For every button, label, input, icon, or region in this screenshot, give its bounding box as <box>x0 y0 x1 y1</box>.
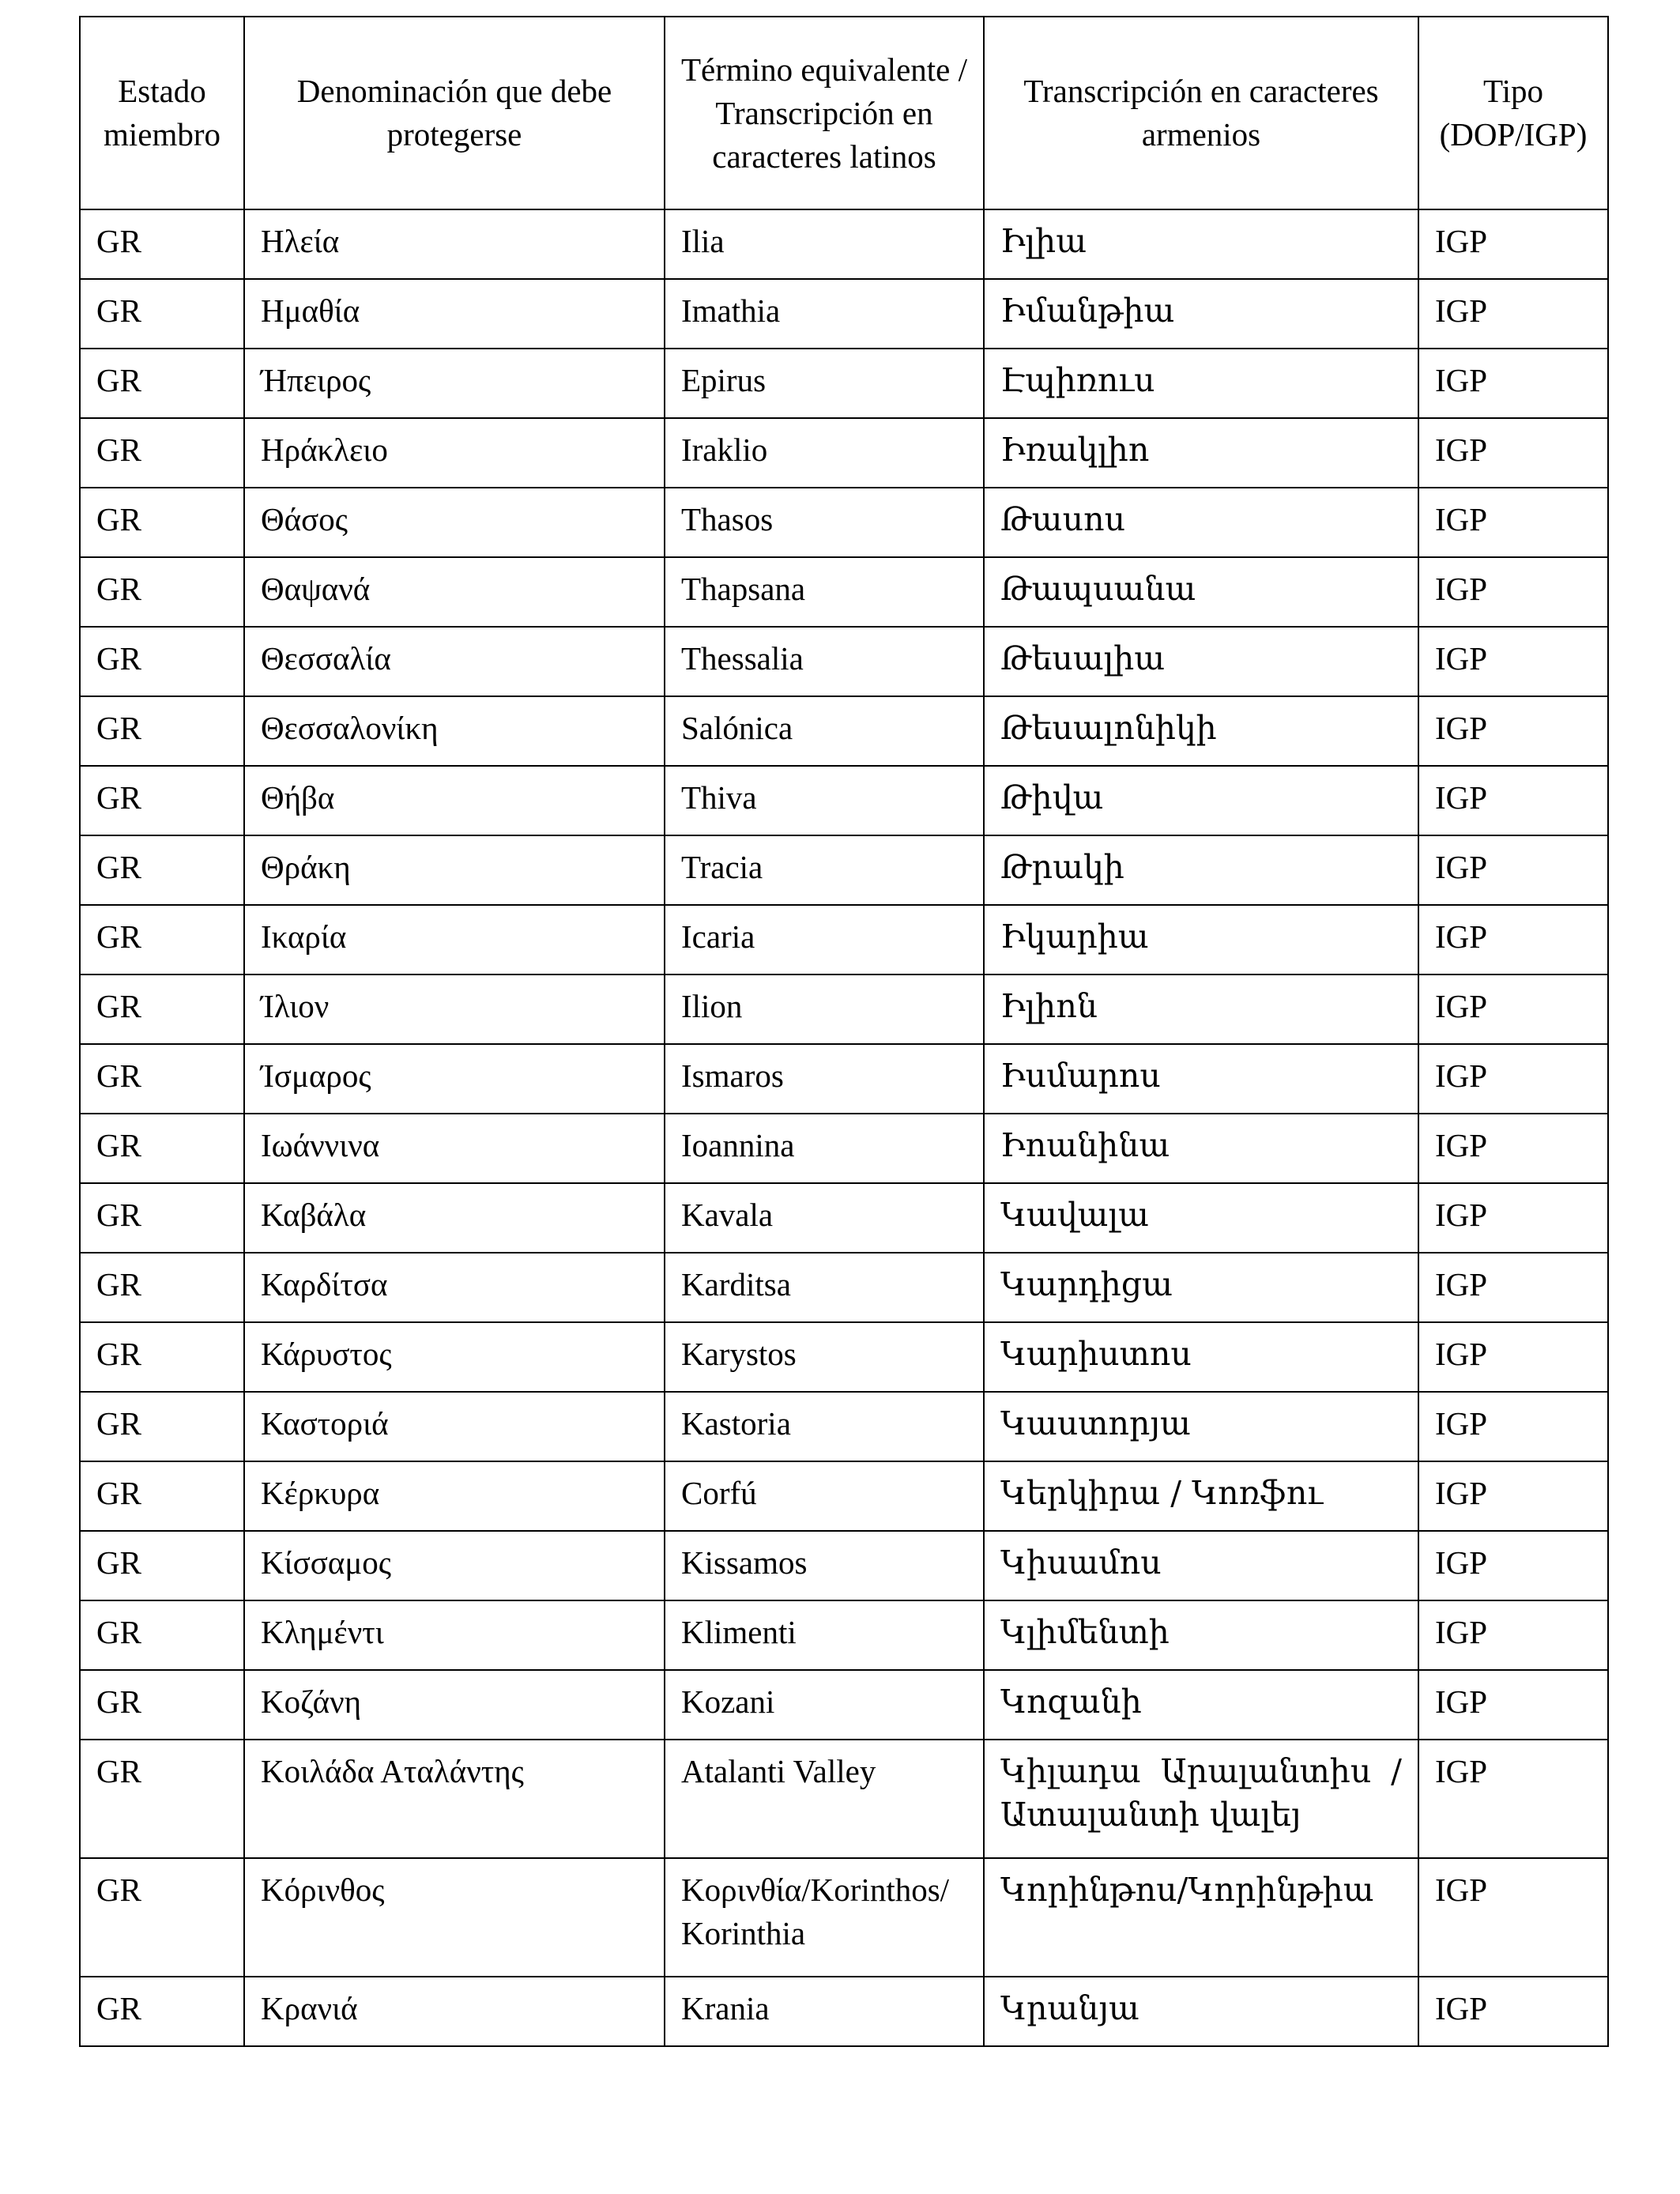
armenian-transcription-cell: Իռակլիո <box>984 418 1418 488</box>
member-state-cell: GR <box>80 557 244 627</box>
table-row <box>80 1977 1608 2046</box>
protected-name-cell: Ηράκλειο <box>244 418 665 488</box>
latin-transcription-cell: Atalanti Valley <box>665 1740 984 1858</box>
member-state-cell: GR <box>80 1183 244 1253</box>
table-row <box>80 1322 1608 1392</box>
member-state-cell: GR <box>80 1740 244 1858</box>
armenian-transcription-cell: Իլիոն <box>984 974 1418 1044</box>
protected-name-cell: Κέρκυρα <box>244 1461 665 1531</box>
header-type: Tipo (DOP/IGP) <box>1418 17 1608 209</box>
armenian-transcription-cell: Իսմարոս <box>984 1044 1418 1114</box>
member-state-cell: GR <box>80 835 244 905</box>
table-row <box>80 974 1608 1044</box>
table-row <box>80 905 1608 974</box>
type-cell: IGP <box>1418 696 1608 766</box>
type-cell: IGP <box>1418 349 1608 418</box>
type-cell: IGP <box>1418 1600 1608 1670</box>
member-state-cell: GR <box>80 1044 244 1114</box>
protected-name-cell: Θαψανά <box>244 557 665 627</box>
latin-transcription-cell: Kastoria <box>665 1392 984 1461</box>
type-cell: IGP <box>1418 418 1608 488</box>
armenian-transcription-cell: Կիսամոս <box>984 1531 1418 1600</box>
protected-name-cell: Ικαρία <box>244 905 665 974</box>
armenian-transcription-cell: Կոզանի <box>984 1670 1418 1740</box>
armenian-transcription-cell: Իմանթիա <box>984 279 1418 349</box>
member-state-cell: GR <box>80 1600 244 1670</box>
type-cell: IGP <box>1418 279 1608 349</box>
member-state-cell: GR <box>80 1114 244 1183</box>
member-state-cell: GR <box>80 1461 244 1531</box>
latin-transcription-cell: Kavala <box>665 1183 984 1253</box>
armenian-transcription-cell: Կրանյա <box>984 1977 1418 2046</box>
protected-name-cell: Κίσσαμος <box>244 1531 665 1600</box>
latin-transcription-cell: Thiva <box>665 766 984 835</box>
latin-transcription-cell: Karystos <box>665 1322 984 1392</box>
table-row <box>80 418 1608 488</box>
type-cell: IGP <box>1418 1114 1608 1183</box>
armenian-transcription-cell: Թեսալոնիկի <box>984 696 1418 766</box>
table-row <box>80 627 1608 696</box>
protected-name-cell: Κάρυστος <box>244 1322 665 1392</box>
latin-transcription-cell: Ilion <box>665 974 984 1044</box>
type-cell: IGP <box>1418 209 1608 279</box>
armenian-transcription-cell: Իկարիա <box>984 905 1418 974</box>
type-cell: IGP <box>1418 1670 1608 1740</box>
armenian-transcription-cell: Կավալա <box>984 1183 1418 1253</box>
armenian-transcription-cell: Կլիմենտի <box>984 1600 1418 1670</box>
protected-name-cell: Ήπειρος <box>244 349 665 418</box>
latin-transcription-cell: Thasos <box>665 488 984 557</box>
latin-transcription-cell: Klimenti <box>665 1600 984 1670</box>
type-cell: IGP <box>1418 1461 1608 1531</box>
armenian-transcription-cell: Կարիստոս <box>984 1322 1418 1392</box>
type-cell: IGP <box>1418 627 1608 696</box>
member-state-cell: GR <box>80 1858 244 1977</box>
header-armenian-transcription: Transcripción en caracteres armenios <box>984 17 1418 209</box>
table-row <box>80 1600 1608 1670</box>
member-state-cell: GR <box>80 418 244 488</box>
table-row <box>80 1392 1608 1461</box>
latin-transcription-cell: Icaria <box>665 905 984 974</box>
table-row <box>80 557 1608 627</box>
armenian-transcription-cell: Թրակի <box>984 835 1418 905</box>
armenian-transcription-cell: Կիլադա Արալանտիս / Ատալանտի վալեյ <box>984 1740 1418 1858</box>
protected-name-cell: Καστοριά <box>244 1392 665 1461</box>
member-state-cell: GR <box>80 627 244 696</box>
protected-name-cell: Ίσμαρος <box>244 1044 665 1114</box>
table-row <box>80 1740 1608 1858</box>
protected-name-cell: Θήβα <box>244 766 665 835</box>
latin-transcription-cell: Κορινθία/Korinthos/Korinthia <box>665 1858 984 1977</box>
member-state-cell: GR <box>80 1531 244 1600</box>
member-state-cell: GR <box>80 766 244 835</box>
member-state-cell: GR <box>80 1253 244 1322</box>
member-state-cell: GR <box>80 696 244 766</box>
protected-name-cell: Κοιλάδα Αταλάντης <box>244 1740 665 1858</box>
armenian-transcription-cell: Թասոս <box>984 488 1418 557</box>
latin-transcription-cell: Karditsa <box>665 1253 984 1322</box>
member-state-cell: GR <box>80 974 244 1044</box>
table-row <box>80 1253 1608 1322</box>
latin-transcription-cell: Ilia <box>665 209 984 279</box>
type-cell: IGP <box>1418 905 1608 974</box>
latin-transcription-cell: Ioannina <box>665 1114 984 1183</box>
armenian-transcription-cell: Կաստորյա <box>984 1392 1418 1461</box>
latin-transcription-cell: Salónica <box>665 696 984 766</box>
table-row <box>80 696 1608 766</box>
type-cell: IGP <box>1418 1740 1608 1858</box>
latin-transcription-cell: Iraklio <box>665 418 984 488</box>
member-state-cell: GR <box>80 349 244 418</box>
table-row <box>80 1183 1608 1253</box>
protected-name-cell: Κοζάνη <box>244 1670 665 1740</box>
type-cell: IGP <box>1418 1858 1608 1977</box>
protected-name-cell: Θάσος <box>244 488 665 557</box>
type-cell: IGP <box>1418 1044 1608 1114</box>
header-latin-transcription: Término equivalente / Transcripción en caracteres latinos <box>665 17 984 209</box>
armenian-transcription-cell: Էպիռուս <box>984 349 1418 418</box>
protected-name-cell: Καρδίτσα <box>244 1253 665 1322</box>
table-row <box>80 209 1608 279</box>
protected-name-cell: Ημαθία <box>244 279 665 349</box>
protected-name-cell: Κρανιά <box>244 1977 665 2046</box>
protected-name-cell: Ηλεία <box>244 209 665 279</box>
member-state-cell: GR <box>80 1322 244 1392</box>
armenian-transcription-cell: Կերկիրա / Կոռֆու <box>984 1461 1418 1531</box>
latin-transcription-cell: Ismaros <box>665 1044 984 1114</box>
type-cell: IGP <box>1418 1531 1608 1600</box>
member-state-cell: GR <box>80 209 244 279</box>
member-state-cell: GR <box>80 1977 244 2046</box>
table-row <box>80 1858 1608 1977</box>
type-cell: IGP <box>1418 974 1608 1044</box>
table-row <box>80 766 1608 835</box>
armenian-transcription-cell: Իլիա <box>984 209 1418 279</box>
table-row <box>80 1670 1608 1740</box>
type-cell: IGP <box>1418 1253 1608 1322</box>
type-cell: IGP <box>1418 1322 1608 1392</box>
member-state-cell: GR <box>80 279 244 349</box>
protected-name-cell: Θεσσαλία <box>244 627 665 696</box>
table-row <box>80 835 1608 905</box>
table-row <box>80 1114 1608 1183</box>
member-state-cell: GR <box>80 905 244 974</box>
type-cell: IGP <box>1418 1977 1608 2046</box>
member-state-cell: GR <box>80 1392 244 1461</box>
protected-name-cell: Κόρινθος <box>244 1858 665 1977</box>
latin-transcription-cell: Thapsana <box>665 557 984 627</box>
protected-name-cell: Ίλιον <box>244 974 665 1044</box>
armenian-transcription-cell: Կարդիցա <box>984 1253 1418 1322</box>
latin-transcription-cell: Corfú <box>665 1461 984 1531</box>
member-state-cell: GR <box>80 1670 244 1740</box>
latin-transcription-cell: Epirus <box>665 349 984 418</box>
header-protected-name: Denominación que debe protegerse <box>244 17 665 209</box>
protected-name-cell: Κλημέντι <box>244 1600 665 1670</box>
pdo-pgi-table <box>79 16 1609 2047</box>
armenian-transcription-cell: Իոանինա <box>984 1114 1418 1183</box>
armenian-transcription-cell: Թապսանա <box>984 557 1418 627</box>
type-cell: IGP <box>1418 1392 1608 1461</box>
latin-transcription-cell: Thessalia <box>665 627 984 696</box>
latin-transcription-cell: Tracia <box>665 835 984 905</box>
latin-transcription-cell: Kissamos <box>665 1531 984 1600</box>
type-cell: IGP <box>1418 1183 1608 1253</box>
table-row <box>80 279 1608 349</box>
table-row <box>80 349 1608 418</box>
protected-name-cell: Θράκη <box>244 835 665 905</box>
armenian-transcription-cell: Թեսալիա <box>984 627 1418 696</box>
table-row <box>80 1044 1608 1114</box>
latin-transcription-cell: Kozani <box>665 1670 984 1740</box>
table-row <box>80 1531 1608 1600</box>
type-cell: IGP <box>1418 835 1608 905</box>
type-cell: IGP <box>1418 557 1608 627</box>
protected-name-cell: Θεσσαλονίκη <box>244 696 665 766</box>
table-row <box>80 488 1608 557</box>
header-row <box>80 17 1608 209</box>
table-row <box>80 1461 1608 1531</box>
armenian-transcription-cell: Կորինթոս/Կորինթիա <box>984 1858 1418 1977</box>
latin-transcription-cell: Imathia <box>665 279 984 349</box>
armenian-transcription-cell: Թիվա <box>984 766 1418 835</box>
type-cell: IGP <box>1418 488 1608 557</box>
member-state-cell: GR <box>80 488 244 557</box>
protected-name-cell: Καβάλα <box>244 1183 665 1253</box>
header-member-state: Estado miembro <box>80 17 244 209</box>
latin-transcription-cell: Krania <box>665 1977 984 2046</box>
type-cell: IGP <box>1418 766 1608 835</box>
protected-name-cell: Ιωάννινα <box>244 1114 665 1183</box>
